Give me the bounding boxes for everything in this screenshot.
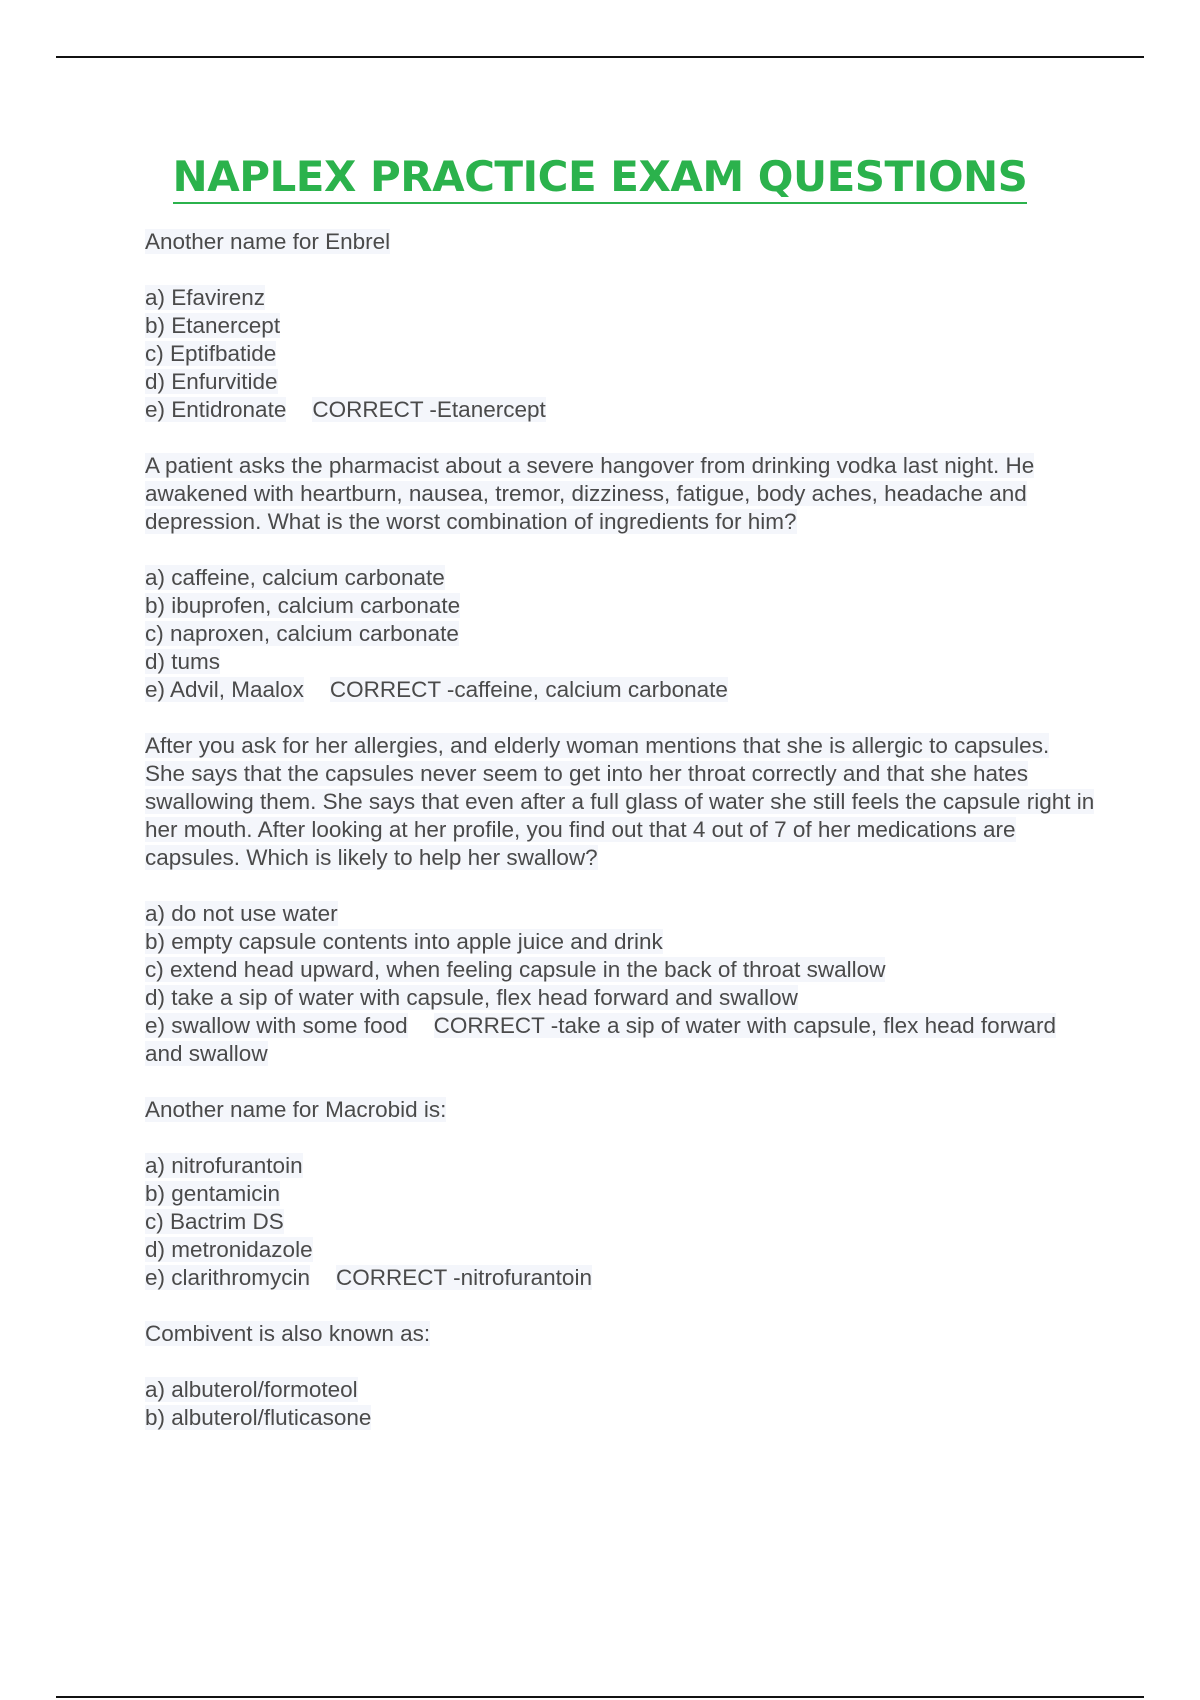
question-3 <box>145 732 1095 1068</box>
option: b) Etanercept <box>145 313 281 338</box>
page-title-text: NAPLEX PRACTICE EXAM QUESTIONS <box>173 152 1028 204</box>
option-with-answer: e) clarithromycin CORRECT -nitrofurantoin <box>145 1265 592 1290</box>
option: a) albuterol/formoteol <box>145 1377 358 1402</box>
question-text: Another name for Macrobid is: <box>145 1097 447 1122</box>
option: a) do not use water <box>145 901 338 926</box>
option: c) extend head upward, when feeling capsule in the back of throat swallow <box>145 957 886 982</box>
option: b) empty capsule contents into apple juice and drink <box>145 929 663 954</box>
option: a) caffeine, calcium carbonate <box>145 565 445 590</box>
document-body <box>145 228 1095 1460</box>
question-text: Another name for Enbrel <box>145 229 391 254</box>
correct-answer: CORRECT -Etanercept <box>312 397 546 422</box>
question-text: A patient asks the pharmacist about a severe hangover from drinking vodka last night. He awakened with heartburn, nausea, tremor, dizziness, fatigue, body aches, headache and depression. What is the worst combination of ingredients for him? <box>145 453 1035 534</box>
option: b) gentamicin <box>145 1181 281 1206</box>
correct-answer: CORRECT -caffeine, calcium carbonate <box>329 677 728 702</box>
question-5 <box>145 1320 1095 1432</box>
option-with-answer: e) Advil, Maalox CORRECT -caffeine, calcium carbonate <box>145 677 728 702</box>
option: a) Efavirenz <box>145 285 266 310</box>
option: c) Eptifbatide <box>145 341 277 366</box>
bottom-rule <box>56 1696 1144 1698</box>
option-with-answer: e) Entidronate CORRECT -Etanercept <box>145 397 546 422</box>
correct-answer: CORRECT -take a sip of water with capsule, flex head forward and swallow <box>145 1013 1056 1066</box>
question-1 <box>145 228 1095 424</box>
question-2 <box>145 452 1095 704</box>
correct-answer: CORRECT -nitrofurantoin <box>336 1265 592 1290</box>
option-with-answer: e) swallow with some food CORRECT -take a sip of water with capsule, flex head forward and swallow <box>145 1013 1056 1066</box>
option: d) Enfurvitide <box>145 369 278 394</box>
question-text: Combivent is also known as: <box>145 1321 431 1346</box>
page-title <box>0 152 1200 202</box>
option: a) nitrofurantoin <box>145 1153 303 1178</box>
option: b) ibuprofen, calcium carbonate <box>145 593 461 618</box>
option: d) take a sip of water with capsule, flex head forward and swallow <box>145 985 798 1010</box>
top-rule <box>56 56 1144 58</box>
option: d) metronidazole <box>145 1237 313 1262</box>
option: b) albuterol/fluticasone <box>145 1405 372 1430</box>
option: d) tums <box>145 649 221 674</box>
question-4 <box>145 1096 1095 1292</box>
option: c) naproxen, calcium carbonate <box>145 621 459 646</box>
question-text: After you ask for her allergies, and elderly woman mentions that she is allergic to capsules. She says that the capsules never seem to get into her throat correctly and that she hates swallowing them. She says that even after a full glass of water she still feels the capsule right in her mouth. After looking at her profile, you find out that 4 out of 7 of her medications are capsules. Which is likely to help her swallow? <box>145 733 1095 870</box>
option: c) Bactrim DS <box>145 1209 284 1234</box>
